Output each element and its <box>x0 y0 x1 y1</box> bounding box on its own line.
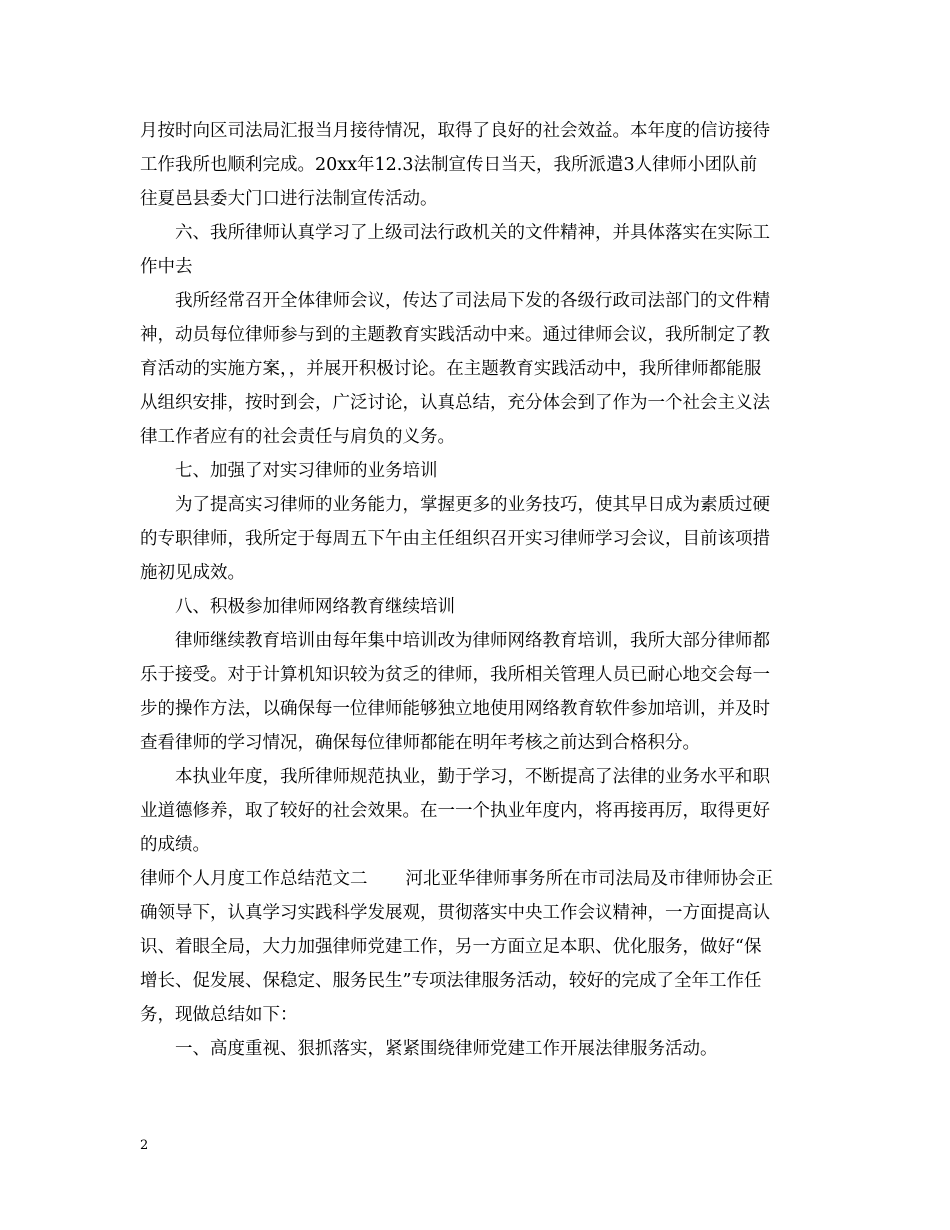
section-heading-one: 一、高度重视、狠抓落实，紧紧围绕律师党建工作开展法律服务活动。 <box>175 1039 718 1059</box>
text-line-continuation: 河北亚华律师事务所在市司法局及市律师协会正 <box>405 869 773 889</box>
text-line: 业道德修养，取了较好的社会效果。在一一个执业年度内，将再接再厉，取得更好 <box>140 801 770 821</box>
text-line: 工作我所也顺利完成。20xx年12.3法制宣传日当天，我所派遣3人律师小团队前 <box>140 155 758 175</box>
text-line: 律工作者应有的社会责任与肩负的义务。 <box>140 427 455 447</box>
section-heading-six: 六、我所律师认真学习了上级司法行政机关的文件精神，并具体落实在实际工 <box>175 223 770 243</box>
text-line: 增长、促发展、保稳定、服务民生”专项法律服务活动，较好的完成了全年工作任 <box>140 971 762 991</box>
paragraph-start: 律师继续教育培训由每年集中培训改为律师网络教育培训，我所大部分律师都 <box>175 631 770 651</box>
document-body <box>140 114 812 1066</box>
text-line: 作中去 <box>140 257 193 277</box>
text-line: 的专职律师，我所定于每周五下午由主任组织召开实习律师学习会议，目前该项措 <box>140 529 770 549</box>
text-line: 神，动员每位律师参与到的主题教育实践活动中来。通过律师会议，我所制定了教 <box>140 325 770 345</box>
text-line: 查看律师的学习情况，确保每位律师都能在明年考核之前达到合格积分。 <box>140 733 700 753</box>
text-line: 确领导下，认真学习实践科学发展观，贯彻落实中央工作会议精神，一方面提高认 <box>140 903 770 923</box>
paragraph-start: 我所经常召开全体律师会议，传达了司法局下发的各级行政司法部门的文件精 <box>175 291 770 311</box>
paragraph-start: 本执业年度，我所律师规范执业，勤于学习，不断提高了法律的业务水平和职 <box>175 767 770 787</box>
text-line: 往夏邑县委大门口进行法制宣传活动。 <box>140 189 438 209</box>
text-line: 从组织安排，按时到会，广泛讨论，认真总结，充分体会到了作为一个社会主义法 <box>140 393 770 413</box>
text-line: 乐于接受。对于计算机知识较为贫乏的律师，我所相关管理人员已耐心地交会每一 <box>140 665 770 685</box>
text-line: 务，现做总结如下： <box>140 1005 298 1025</box>
article-title: 律师个人月度工作总结范文二 <box>140 869 368 889</box>
text-line: 步的操作方法，以确保每一位律师能够独立地使用网络教育软件参加培训，并及时 <box>140 699 770 719</box>
text-line: 的成绩。 <box>140 835 210 855</box>
text-line: 识、着眼全局，大力加强律师党建工作，另一方面立足本职、优化服务，做好“保 <box>140 937 762 957</box>
text-line: 施初见成效。 <box>140 563 245 583</box>
article-title-line <box>140 862 812 896</box>
text-line: 月按时向区司法局汇报当月接待情况，取得了良好的社会效益。本年度的信访接待 <box>140 121 770 141</box>
text-line: 育活动的实施方案，，并展开积极讨论。在主题教育实践活动中，我所律师都能服 <box>140 359 762 379</box>
section-heading-eight: 八、积极参加律师网络教育继续培训 <box>175 597 455 617</box>
paragraph-start: 为了提高实习律师的业务能力，掌握更多的业务技巧，使其早日成为素质过硬 <box>175 495 770 515</box>
page-number: 2 <box>140 1138 149 1153</box>
section-heading-seven: 七、加强了对实习律师的业务培训 <box>175 461 438 481</box>
